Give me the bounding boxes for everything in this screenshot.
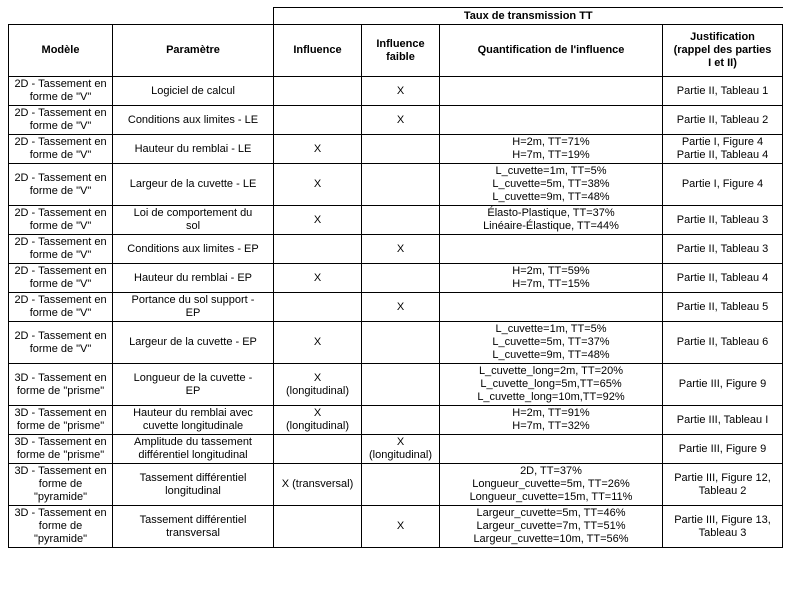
group-header [274,8,783,25]
cell-quantification [440,293,663,322]
header-influence: Influence [274,25,362,77]
cell-parameter: Largeur de la cuvette - LE [113,164,274,206]
cell-parameter: Hauteur du remblai - LE [113,135,274,164]
cell-model: 2D - Tassement en forme de "V" [9,206,113,235]
cell-influence [274,77,362,106]
table-row [9,206,783,235]
table-row [9,464,783,506]
cell-justification: Partie II, Tableau 1 [663,77,783,106]
cell-quantification: Largeur_cuvette=5m, TT=46% Largeur_cuvette=7m, TT=51% Largeur_cuvette=10m, TT=56% [440,506,663,548]
cell-weak-influence: X [362,77,440,106]
cell-weak-influence [362,322,440,364]
header-parameter: Paramètre [113,25,274,77]
cell-influence: X [274,164,362,206]
cell-weak-influence [362,206,440,235]
cell-parameter: Portance du sol support - EP [113,293,274,322]
cell-weak-influence: X (longitudinal) [362,435,440,464]
cell-influence: X (longitudinal) [274,406,362,435]
cell-parameter: Hauteur du remblai avec cuvette longitudinale [113,406,274,435]
cell-justification: Partie III, Tableau I [663,406,783,435]
cell-parameter: Longueur de la cuvette - EP [113,364,274,406]
cell-parameter: Conditions aux limites - EP [113,235,274,264]
cell-justification: Partie III, Figure 9 [663,364,783,406]
cell-model: 3D - Tassement en forme de "pyramide" [9,506,113,548]
table-row [9,264,783,293]
cell-justification: Partie III, Figure 13, Tableau 3 [663,506,783,548]
cell-quantification [440,435,663,464]
table-row [9,106,783,135]
table-row [9,506,783,548]
cell-quantification: H=2m, TT=91% H=7m, TT=32% [440,406,663,435]
cell-justification: Partie I, Figure 4 Partie II, Tableau 4 [663,135,783,164]
cell-weak-influence [362,264,440,293]
cell-justification: Partie III, Figure 9 [663,435,783,464]
header-quantification: Quantification de l'influence [440,25,663,77]
table-row [9,164,783,206]
table-row [9,435,783,464]
cell-justification: Partie II, Tableau 4 [663,264,783,293]
cell-influence: X (longitudinal) [274,364,362,406]
cell-justification: Partie III, Figure 12, Tableau 2 [663,464,783,506]
cell-quantification: L_cuvette=1m, TT=5% L_cuvette=5m, TT=37% L_cuvette=9m, TT=48% [440,322,663,364]
cell-model: 2D - Tassement en forme de "V" [9,322,113,364]
cell-model: 2D - Tassement en forme de "V" [9,293,113,322]
cell-influence [274,106,362,135]
header-spacer-left [9,8,274,25]
table-row [9,322,783,364]
cell-quantification: L_cuvette=1m, TT=5% L_cuvette=5m, TT=38% L_cuvette=9m, TT=48% [440,164,663,206]
table-row [9,364,783,406]
table-row [9,406,783,435]
cell-weak-influence [362,464,440,506]
table-body [9,77,783,548]
cell-quantification: 2D, TT=37% Longueur_cuvette=5m, TT=26% Longueur_cuvette=15m, TT=11% [440,464,663,506]
transmission-table [8,7,783,548]
cell-weak-influence: X [362,235,440,264]
cell-quantification [440,77,663,106]
cell-model: 3D - Tassement en forme de "prisme" [9,364,113,406]
cell-justification: Partie II, Tableau 2 [663,106,783,135]
cell-model: 2D - Tassement en forme de "V" [9,264,113,293]
cell-justification: Partie II, Tableau 3 [663,206,783,235]
cell-quantification: H=2m, TT=59% H=7m, TT=15% [440,264,663,293]
group-header-label: Taux de transmission TT [463,9,593,22]
cell-quantification: L_cuvette_long=2m, TT=20% L_cuvette_long=5m,TT=65% L_cuvette_long=10m,TT=92% [440,364,663,406]
cell-influence: X [274,264,362,293]
cell-parameter: Amplitude du tassement différentiel longitudinal [113,435,274,464]
cell-influence [274,435,362,464]
cell-weak-influence: X [362,506,440,548]
cell-influence [274,235,362,264]
cell-parameter: Logiciel de calcul [113,77,274,106]
table-row [9,293,783,322]
cell-justification: Partie I, Figure 4 [663,164,783,206]
table-row [9,235,783,264]
cell-influence: X [274,206,362,235]
cell-model: 2D - Tassement en forme de "V" [9,77,113,106]
cell-weak-influence [362,364,440,406]
cell-parameter: Loi de comportement du sol [113,206,274,235]
cell-model: 2D - Tassement en forme de "V" [9,135,113,164]
cell-weak-influence: X [362,106,440,135]
cell-quantification: H=2m, TT=71% H=7m, TT=19% [440,135,663,164]
cell-parameter: Largeur de la cuvette - EP [113,322,274,364]
cell-justification: Partie II, Tableau 3 [663,235,783,264]
header-justification: Justification (rappel des parties I et II) [663,25,783,77]
cell-weak-influence: X [362,293,440,322]
cell-weak-influence [362,406,440,435]
cell-parameter: Conditions aux limites - LE [113,106,274,135]
cell-parameter: Tassement différentiel transversal [113,506,274,548]
cell-model: 3D - Tassement en forme de "pyramide" [9,464,113,506]
cell-influence [274,293,362,322]
cell-justification: Partie II, Tableau 6 [663,322,783,364]
cell-influence: X [274,322,362,364]
cell-influence: X [274,135,362,164]
header-model: Modèle [9,25,113,77]
cell-parameter: Hauteur du remblai - EP [113,264,274,293]
cell-quantification: Élasto-Plastique, TT=37% Linéaire-Élastique, TT=44% [440,206,663,235]
cell-model: 3D - Tassement en forme de "prisme" [9,406,113,435]
cell-parameter: Tassement différentiel longitudinal [113,464,274,506]
cell-weak-influence [362,135,440,164]
cell-model: 3D - Tassement en forme de "prisme" [9,435,113,464]
cell-model: 2D - Tassement en forme de "V" [9,164,113,206]
cell-influence [274,506,362,548]
cell-quantification [440,235,663,264]
cell-influence: X (transversal) [274,464,362,506]
header-weak-influence: Influence faible [362,25,440,77]
cell-quantification [440,106,663,135]
cell-model: 2D - Tassement en forme de "V" [9,235,113,264]
cell-justification: Partie II, Tableau 5 [663,293,783,322]
cell-weak-influence [362,164,440,206]
table-row [9,135,783,164]
cell-model: 2D - Tassement en forme de "V" [9,106,113,135]
table-row [9,77,783,106]
